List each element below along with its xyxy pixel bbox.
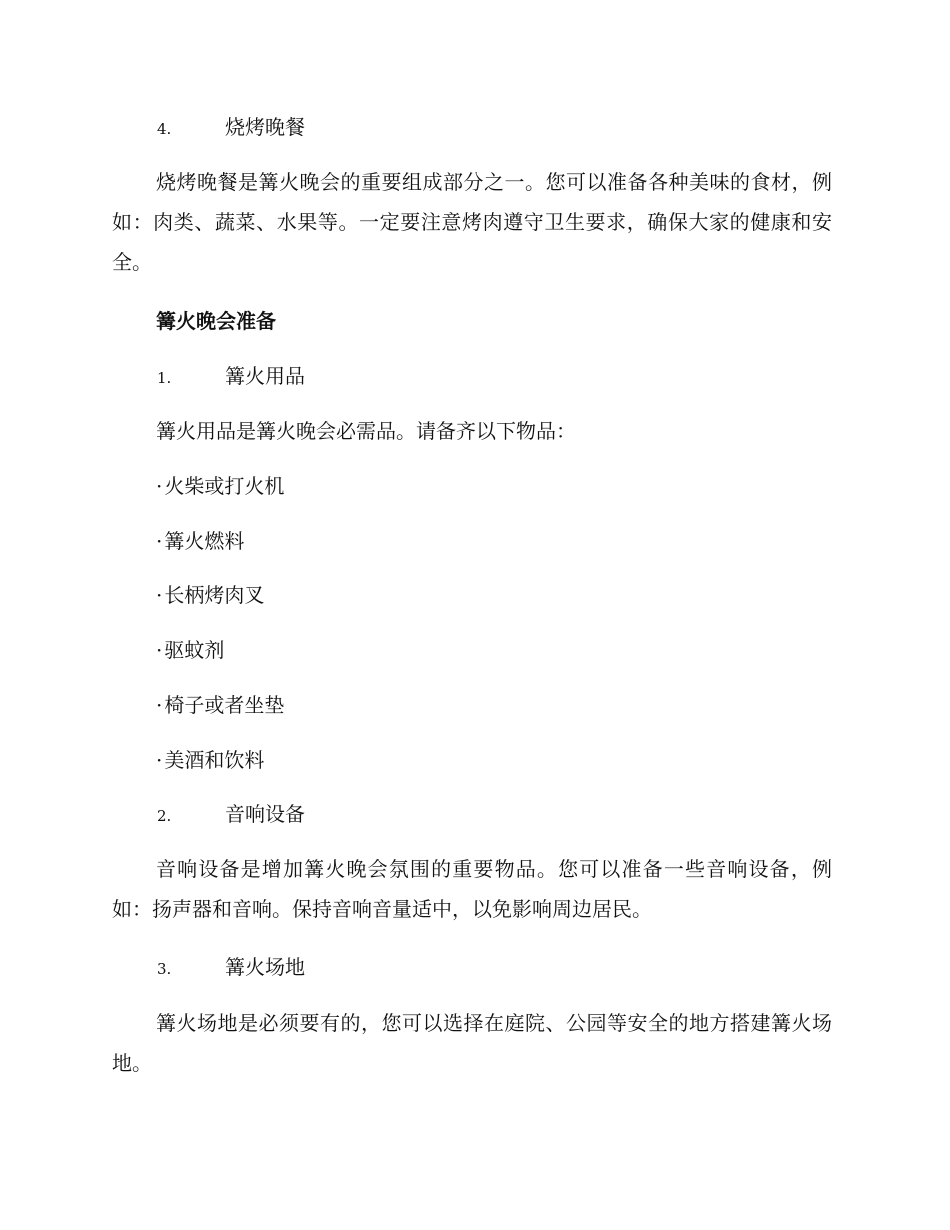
list-item: · 长柄烤肉叉: [156, 583, 265, 607]
item-bbq: [157, 113, 305, 143]
list-item: · 篝火燃料: [156, 529, 245, 553]
list-item: · 美酒和饮料: [156, 748, 265, 772]
bullet-marker: ·: [156, 529, 163, 553]
bullet-marker: ·: [156, 474, 163, 498]
section-heading: 篝火晚会准备: [156, 309, 276, 333]
item-number: 3.: [157, 960, 172, 978]
item-supplies: [157, 362, 305, 392]
item-title: 篝火场地: [225, 955, 305, 979]
paragraph-supplies: 篝火用品是篝火晚会必需品。请备齐以下物品：: [156, 419, 576, 443]
list-item: · 椅子或者坐垫: [156, 693, 285, 717]
bullet-marker: ·: [156, 748, 163, 772]
bullet-marker: ·: [156, 583, 163, 607]
bullet-marker: ·: [156, 693, 163, 717]
item-number: 4.: [157, 120, 172, 138]
paragraph-audio: 音响设备是增加篝火晚会氛围的重要物品。您可以准备一些音响设备，例如：扬声器和音响。保持音响音量适中，以免影响周边居民。: [112, 857, 832, 921]
item-audio: [157, 800, 305, 830]
list-item: · 驱蚊剂: [156, 638, 225, 662]
item-number: 1.: [157, 369, 172, 387]
bullet-marker: ·: [156, 638, 163, 662]
item-title: 烧烤晚餐: [225, 115, 305, 139]
item-venue: [157, 953, 305, 983]
paragraph-venue: 篝火场地是必须要有的，您可以选择在庭院、公园等安全的地方搭建篝火场地。: [112, 1011, 832, 1075]
list-item: · 火柴或打火机: [156, 474, 285, 498]
item-title: 音响设备: [225, 802, 305, 826]
item-title: 篝火用品: [225, 364, 305, 388]
paragraph-bbq: 烧烤晚餐是篝火晚会的重要组成部分之一。您可以准备各种美味的食材，例如：肉类、蔬菜、水果等。一定要注意烤肉遵守卫生要求，确保大家的健康和安全。: [112, 170, 832, 274]
item-number: 2.: [157, 807, 172, 825]
